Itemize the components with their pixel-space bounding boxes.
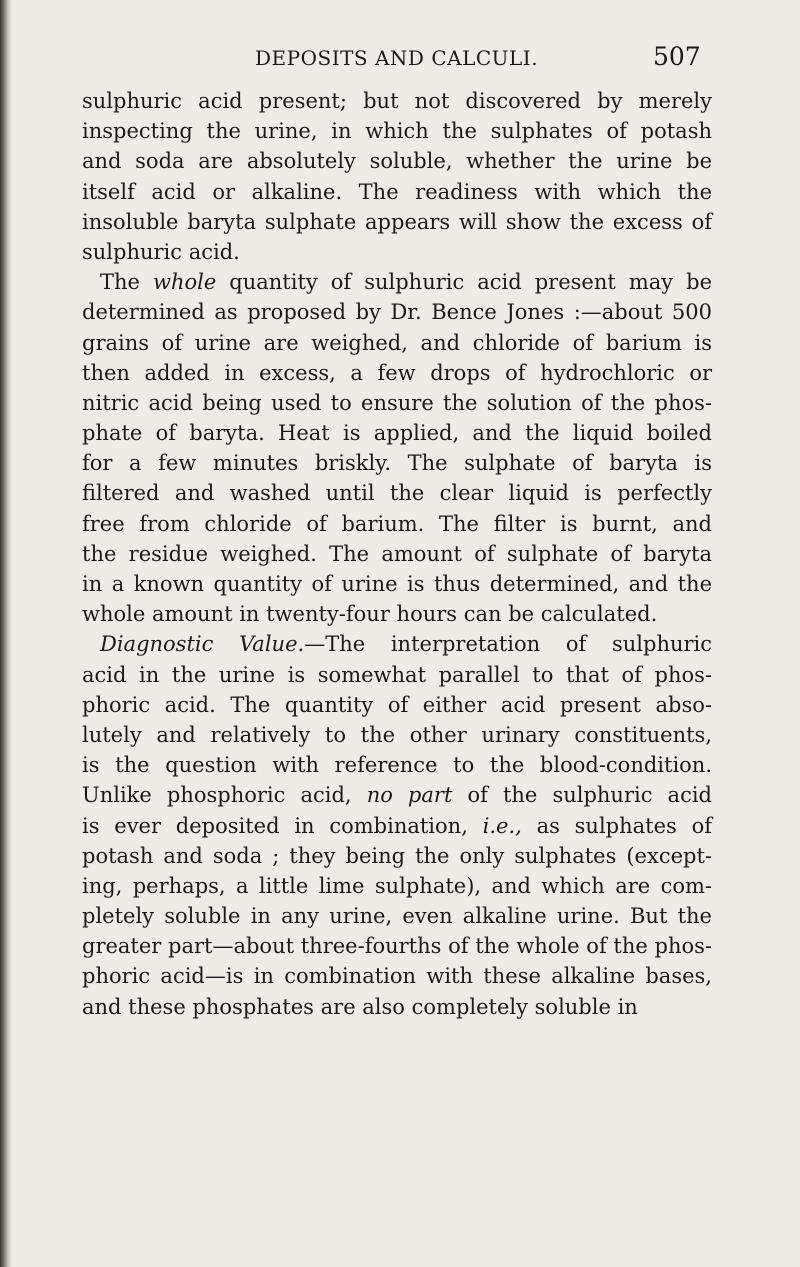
text-line <box>82 629 712 659</box>
text-line: grains of urine are weighed, and chloride of barium is <box>82 330 712 355</box>
italic-text: no part <box>366 783 453 808</box>
running-title: DEPOSITS AND CALCULI. <box>255 46 539 70</box>
text-line: then added in excess, a few drops of hydrochloric or <box>82 360 712 385</box>
text-line <box>82 811 712 841</box>
text-run: Unlike phosphoric acid, <box>82 783 367 808</box>
text-run: as sulphates of <box>521 813 712 838</box>
text-line: filtered and washed until the clear liquid is perfectly <box>82 481 712 506</box>
text-line: phoric acid—is in combination with these alkaline bases, <box>82 964 712 989</box>
italic-heading: Diagnostic Value. <box>100 632 305 657</box>
text-run: —The interpretation of sulphuric <box>304 632 713 657</box>
text-line <box>82 267 712 297</box>
text-line: is the question with reference to the blood-condition. <box>82 753 712 778</box>
text-line <box>82 780 712 810</box>
text-run: of the sulphuric acid <box>452 783 712 808</box>
text-line: and these phosphates are also completely soluble in <box>82 994 638 1019</box>
text-line: the residue weighed. The amount of sulphate of baryta <box>82 541 712 566</box>
page-header <box>0 42 800 76</box>
text-line: ing, perhaps, a little lime sulphate), and which are com- <box>82 873 712 898</box>
text-run: quantity of sulphuric acid present may be <box>216 270 712 295</box>
text-line: and soda are absolutely soluble, whether the urine be <box>82 149 712 174</box>
text-line: potash and soda ; they being the only sulphates (except- <box>82 843 712 868</box>
text-line: for a few minutes briskly. The sulphate of baryta is <box>82 451 712 476</box>
text-run: is ever deposited in combination, <box>82 813 483 838</box>
text-line: phate of baryta. Heat is applied, and the liquid boiled <box>82 421 712 446</box>
text-run: The <box>100 270 153 295</box>
text-line: determined as proposed by Dr. Bence Jones :—about 500 <box>82 300 712 325</box>
text-line: whole amount in twenty-four hours can be calculated. <box>82 602 658 627</box>
italic-text: whole <box>152 270 217 295</box>
text-line: pletely soluble in any urine, even alkaline urine. But the <box>82 904 712 929</box>
text-line: greater part—about three-fourths of the whole of the phos- <box>82 934 712 959</box>
body-text <box>82 86 712 1022</box>
text-line: insoluble baryta sulphate appears will show the excess of <box>82 209 712 234</box>
text-line: inspecting the urine, in which the sulphates of potash <box>82 119 712 144</box>
text-line: phoric acid. The quantity of either acid present abso- <box>82 692 712 717</box>
page-number: 507 <box>653 42 701 71</box>
text-line: itself acid or alkaline. The readiness with which the <box>82 179 712 204</box>
text-line: sulphuric acid. <box>82 239 240 264</box>
text-line: free from chloride of barium. The filter is burnt, and <box>82 511 712 536</box>
text-line: sulphuric acid present; but not discovered by merely <box>82 89 712 113</box>
text-line: nitric acid being used to ensure the solution of the phos- <box>82 390 712 415</box>
text-line: lutely and relatively to the other urinary constituents, <box>82 722 712 747</box>
book-spine-shadow <box>0 0 12 1267</box>
text-line: in a known quantity of urine is thus determined, and the <box>82 572 712 596</box>
text-line: acid in the urine is somewhat parallel to that of phos- <box>82 662 712 687</box>
italic-text: i.e., <box>482 813 522 838</box>
